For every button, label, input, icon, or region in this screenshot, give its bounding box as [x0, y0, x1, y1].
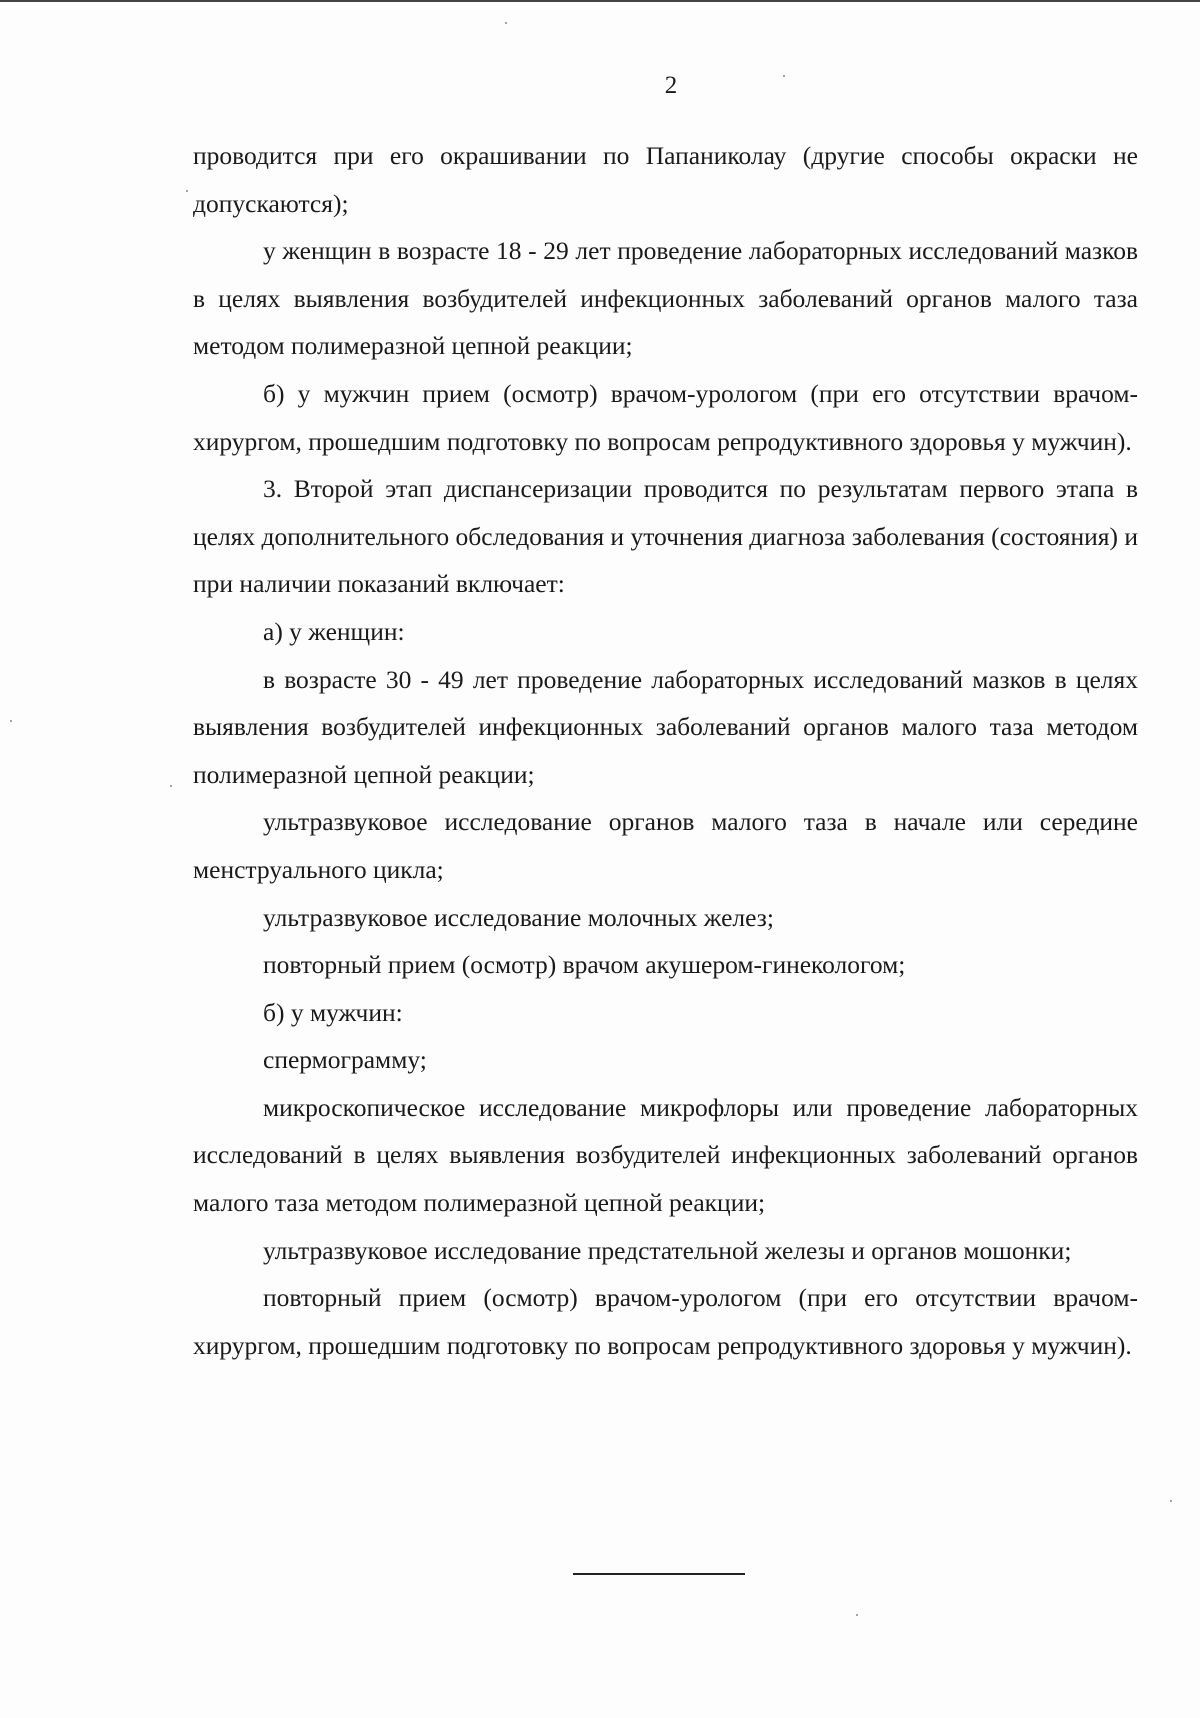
scan-top-edge — [0, 0, 1200, 2]
paragraph: повторный прием (осмотр) врачом акушером-гинекологом; — [263, 950, 906, 980]
paragraph: ультразвуковое исследование органов малого таза в начале или середине менструального цикла; — [193, 807, 1138, 884]
paragraph: ультразвуковое исследование молочных желез; — [263, 902, 774, 932]
paragraph: а) у женщин: — [263, 616, 405, 646]
paragraph: микроскопическое исследование микрофлоры или проведение лабораторных исследований в целях выявления возбудителей инфекционных заболеваний органов малого таза методом полимеразной цепной реакции; — [193, 1092, 1138, 1218]
scan-speck — [505, 22, 507, 24]
paragraph: проводится при его окрашивании по Папаниколау (другие способы окраски не допускаются); — [193, 141, 1138, 218]
scan-speck — [856, 1614, 858, 1616]
scan-speck — [186, 190, 188, 192]
scan-speck — [170, 785, 172, 787]
scan-speck — [10, 720, 12, 722]
paragraph: ультразвуковое исследование предстательной железы и органов мошонки; — [263, 1235, 1072, 1265]
paragraph: спермограмму; — [263, 1045, 427, 1075]
paragraph: 3. Второй этап диспансеризации проводится по результатам первого этапа в целях дополнительного обследования и уточнения диагноза заболевания (состояния) и при наличии показаний включает: — [193, 474, 1138, 599]
paragraph: у женщин в возрасте 18 - 29 лет проведение лабораторных исследований мазков в целях выявления возбудителей инфекционных заболеваний органов малого таза методом полимеразной цепной реакции; — [193, 236, 1138, 361]
paragraph: в возрасте 30 - 49 лет проведение лабораторных исследований мазков в целях выявления возбудителей инфекционных заболеваний органов малого таза методом полимеразной цепной реакции; — [193, 664, 1138, 789]
scan-speck — [1170, 1500, 1172, 1502]
paragraph: б) у мужчин прием (осмотр) врачом-урологом (при его отсутствии врачом-хирургом, прошедшим подготовку по вопросам репродуктивного здоровья у мужчин). — [193, 378, 1138, 456]
page-number: 2 — [664, 72, 678, 99]
scan-speck — [783, 75, 785, 77]
paragraph: повторный прием (осмотр) врачом-урологом (при его отсутствии врачом-хирургом, прошедшим подготовку по вопросам репродуктивного здоровья у мужчин). — [193, 1283, 1138, 1360]
paragraph: б) у мужчин: — [263, 997, 403, 1027]
body-text — [193, 132, 1138, 1369]
end-of-document-rule — [573, 1573, 745, 1575]
